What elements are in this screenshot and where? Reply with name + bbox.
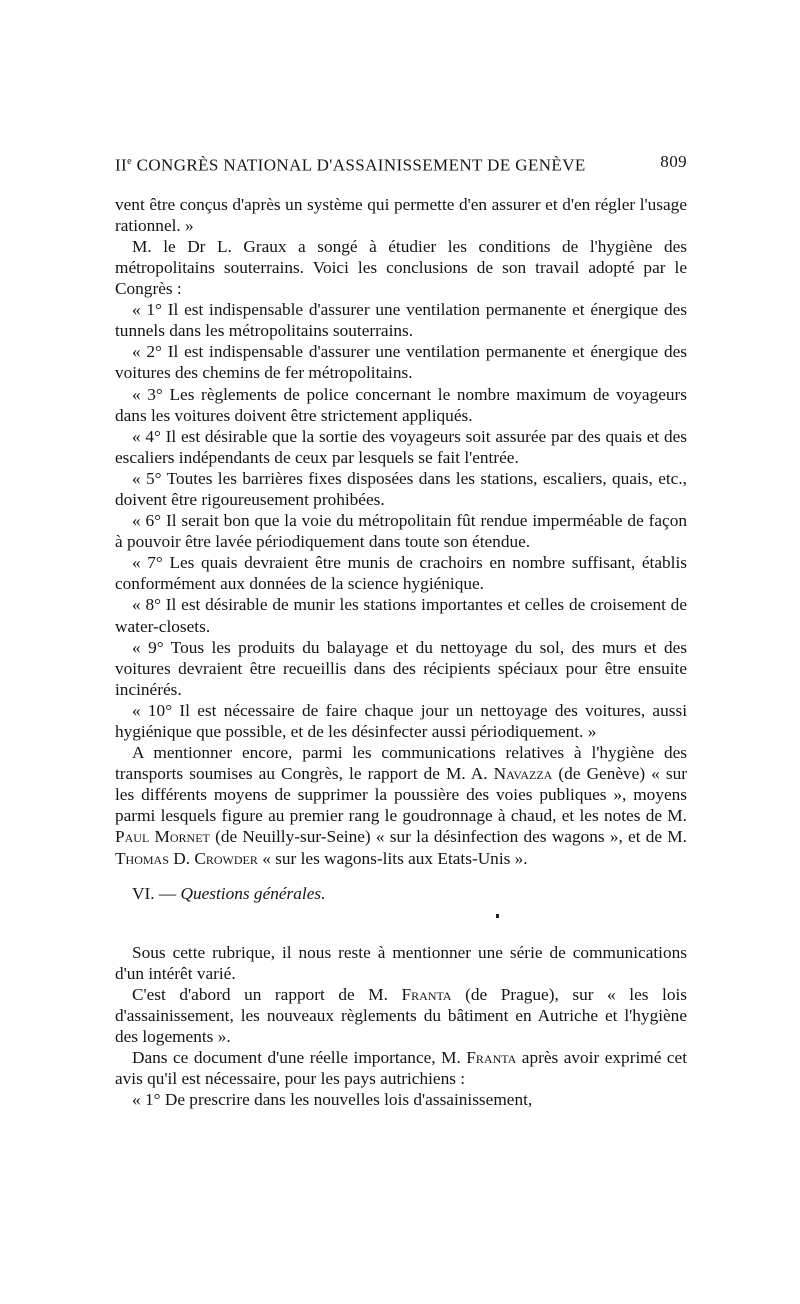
paragraph-franta-opinion: Dans ce document d'une réelle importance, M. Franta après avoir exprimé cet avis qu'il est nécessaire, pour les pays autrichiens : [115,1048,687,1089]
conclusion-item-5: « 5° Toutes les barrières fixes disposées dans les stations, escaliers, quais, etc., doivent être rigoureusement prohibées. [115,468,687,509]
page-number: 809 [660,152,687,171]
author-name: Thomas D. Crowder [115,848,258,868]
conclusion-item-1: « 1° Il est indispensable d'assurer une ventilation permanente et énergique des tunnels dans les métropolitains souterrains. [115,300,687,341]
author-name: Navazza [493,764,553,784]
body-text [115,194,687,1111]
conclusion-item-6: « 6° Il serait bon que la voie du métropolitain fût rendue imperméable de façon à pouvoir être lavée périodiquement dans toute son étendue. [115,511,687,552]
book-page [115,152,687,1111]
conclusion-item-8: « 8° Il est désirable de munir les stations importantes et celles de croisement de water-closets. [115,595,687,636]
author-name: Franta [401,984,452,1004]
author-name: Franta [466,1048,517,1068]
conclusion-item-7: « 7° Les quais devraient être munis de crachoirs en nombre suffisant, établis conformément aux données de la science hygiénique. [115,553,687,594]
print-mark [115,912,687,942]
section-heading [115,883,687,904]
section-title: Questions générales. [180,883,326,903]
running-title: IIe CONGRÈS NATIONAL D'ASSAINISSEMENT DE GENÈVE [115,155,586,175]
running-header [115,152,687,176]
paragraph-graux-intro: M. le Dr L. Graux a songé à étudier les conditions de l'hygiène des métropolitains souterrains. Voici les conclusions de son travail adopté par le Congrès : [115,236,687,299]
franta-item-1: « 1° De prescrire dans les nouvelles lois d'assainissement, [132,1090,533,1110]
paragraph-continuation: vent être conçus d'après un système qui permette d'en assurer et d'en régler l'usage rationnel. » [115,194,687,235]
conclusion-item-3: « 3° Les règlements de police concernant le nombre maximum de voyageurs dans les voitures doivent être strictement appliqués. [115,384,687,425]
author-name: Paul Mornet [115,827,210,847]
conclusion-item-10: « 10° Il est nécessaire de faire chaque jour un nettoyage des voitures, aussi hygiénique que possible, et de les désinfecter aussi périodiquement. » [115,700,687,741]
section-number: VI. — [132,883,181,903]
conclusion-item-2: « 2° Il est indispensable d'assurer une ventilation permanente et énergique des voitures des chemins de fer métropolitains. [115,342,687,383]
paragraph-franta-report: C'est d'abord un rapport de M. Franta (de Prague), sur « les lois d'assainissement, les nouveaux règlements du bâtiment en Autriche et l'hygiène des logements ». [115,984,687,1047]
conclusion-item-4: « 4° Il est désirable que la sortie des voyageurs soit assurée par des quais et des escaliers indépendants de ceux par lesquels se fait l'entrée. [115,426,687,467]
conclusion-item-9: « 9° Tous les produits du balayage et du nettoyage du sol, des murs et des voitures devraient être recueillis dans des récipients spéciaux pour être ensuite incinérés. [115,637,687,699]
paragraph-transport-communications: A mentionner encore, parmi les communications relatives à l'hygiène des transports soumises au Congrès, le rapport de M. A. Navazza (de Genève) « sur les différents moyens de supprimer la poussière des voies publiques », moyens parmi lesquels figure au premier rang le goudronnage à chaud, et les notes de M. Paul Mornet (de Neuilly-sur-Seine) « sur la désinfection des wagons », et de M. Thomas D. Crowder « sur les wagons-lits aux Etats-Unis ». [115,743,688,868]
paragraph-general-intro: Sous cette rubrique, il nous reste à mentionner une série de communications d'un intérêt varié. [115,942,687,983]
